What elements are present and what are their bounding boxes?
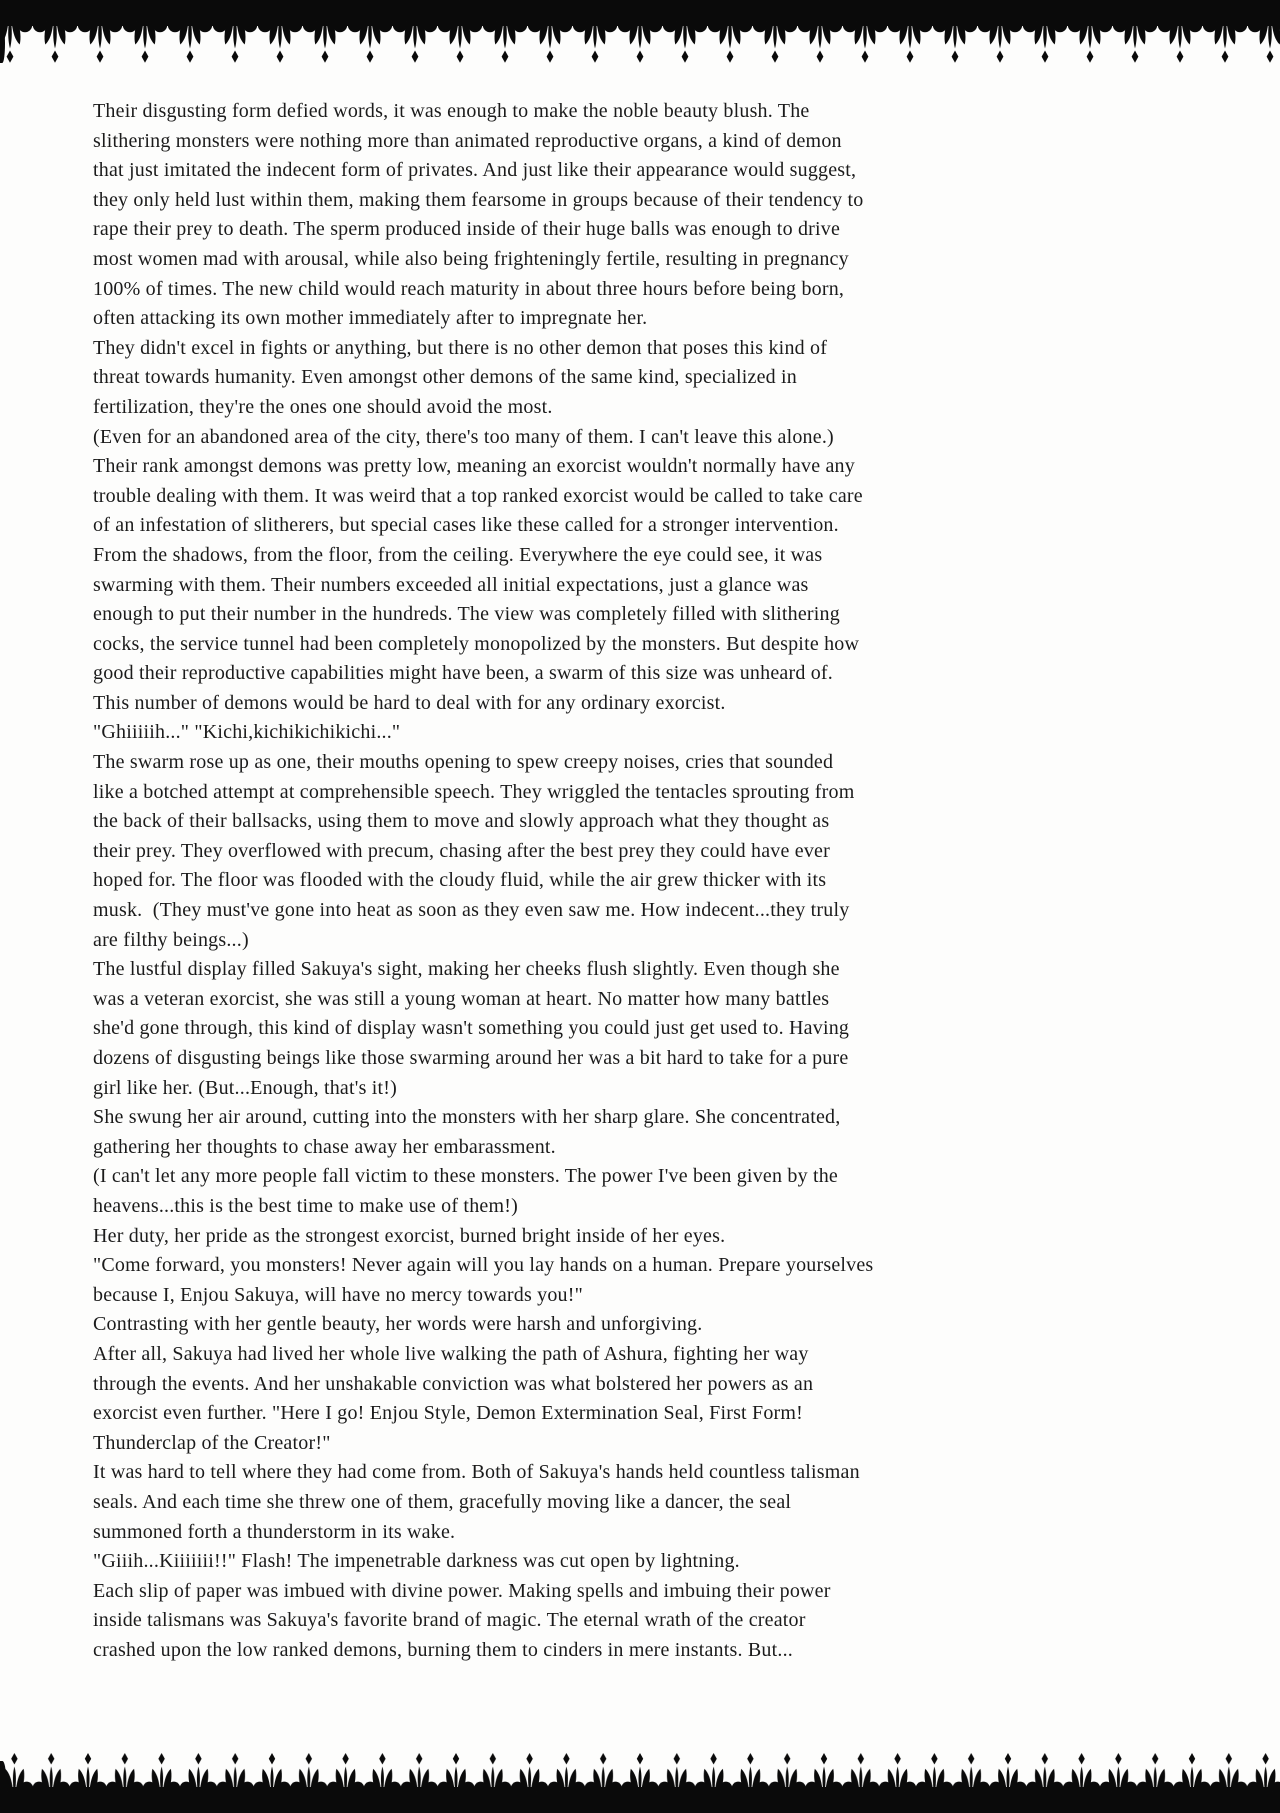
text-line: rape their prey to death. The sperm produced inside of their huge balls was enough to drive <box>93 218 841 241</box>
text-line: She swung her air around, cutting into the monsters with her sharp glare. She concentrated, <box>93 1106 841 1129</box>
text-line: 100% of times. The new child would reach maturity in about three hours before being born, <box>93 277 845 300</box>
text-line: of an infestation of slitherers, but special cases like these called for a stronger intervention. <box>93 514 839 537</box>
text-line: was a veteran exorcist, she was still a young woman at heart. No matter how many battles <box>93 987 830 1010</box>
decorative-border-bottom <box>0 1747 1280 1813</box>
text-line: are filthy beings...) <box>93 928 249 951</box>
text-line: Each slip of paper was imbued with divine power. Making spells and imbuing their power <box>93 1579 831 1602</box>
text-line: Their disgusting form defied words, it was enough to make the noble beauty blush. The <box>93 100 810 122</box>
text-line: Her duty, her pride as the strongest exorcist, burned bright inside of her eyes. <box>93 1224 726 1247</box>
text-line: (I can't let any more people fall victim to these monsters. The power I've been given by the <box>93 1165 839 1188</box>
text-line: Thunderclap of the Creator!" <box>93 1431 331 1454</box>
fleur-de-lis-border-icon <box>0 1747 1280 1813</box>
text-line: the back of their ballsacks, using them to move and slowly approach what they thought as <box>93 810 830 833</box>
text-line: gathering her thoughts to chase away her embarassment. <box>93 1135 556 1158</box>
text-line: that just imitated the indecent form of privates. And just like their appearance would suggest, <box>93 159 857 182</box>
text-line: seals. And each time she threw one of them, gracefully moving like a dancer, the seal <box>93 1490 792 1513</box>
text-line: They didn't excel in fights or anything, but there is no other demon that poses this kind of <box>93 336 828 359</box>
text-line: swarming with them. Their numbers exceeded all initial expectations, just a glance was <box>93 573 809 596</box>
text-line: they only held lust within them, making them fearsome in groups because of their tendency to <box>93 188 864 211</box>
text-line: The swarm rose up as one, their mouths opening to spew creepy noises, cries that sounded <box>93 751 834 774</box>
text-line: (Even for an abandoned area of the city, there's too many of them. I can't leave this alone.) <box>93 425 834 448</box>
text-line: This number of demons would be hard to deal with for any ordinary exorcist. <box>93 691 726 714</box>
text-line: through the events. And her unshakable conviction was what bolstered her powers as an <box>93 1372 814 1395</box>
text-line: "Ghiiiiih..." "Kichi,kichikichikichi..." <box>93 721 401 744</box>
text-line: It was hard to tell where they had come from. Both of Sakuya's hands held countless talisman <box>93 1461 860 1484</box>
fleur-de-lis-border-icon <box>0 0 1280 66</box>
text-line: crashed upon the low ranked demons, burning them to cinders in mere instants. But... <box>93 1638 793 1661</box>
page-text <box>93 97 1038 1665</box>
text-line: slithering monsters were nothing more than animated reproductive organs, a kind of demon <box>93 129 842 152</box>
text-line: because I, Enjou Sakuya, will have no mercy towards you!" <box>93 1283 583 1306</box>
text-line: "Come forward, you monsters! Never again will you lay hands on a human. Prepare yourselves <box>93 1254 874 1277</box>
text-line: enough to put their number in the hundreds. The view was completely filled with slithering <box>93 603 840 626</box>
text-line: inside talismans was Sakuya's favorite brand of magic. The eternal wrath of the creator <box>93 1609 806 1632</box>
text-line: dozens of disgusting beings like those swarming around her was a bit hard to take for a pure <box>93 1047 849 1069</box>
text-line: exorcist even further. "Here I go! Enjou Style, Demon Extermination Seal, First Form! <box>93 1402 804 1425</box>
text-line: fertilization, they're the ones one should avoid the most. <box>93 395 553 418</box>
text-line: musk. (They must've gone into heat as soon as they even saw me. How indecent...they truly <box>93 899 850 922</box>
text-line: trouble dealing with them. It was weird that a top ranked exorcist would be called to take care <box>93 484 863 507</box>
text-line: most women mad with arousal, while also being frighteningly fertile, resulting in pregnancy <box>93 247 849 270</box>
text-line: threat towards humanity. Even amongst other demons of the same kind, specialized in <box>93 366 798 389</box>
text-line: hoped for. The floor was flooded with the cloudy fluid, while the air grew thicker with its <box>93 869 827 892</box>
text-line: "Giiih...Kiiiiiii!!" Flash! The impenetrable darkness was cut open by lightning. <box>93 1550 740 1573</box>
decorative-border-top <box>0 0 1280 66</box>
text-line: After all, Sakuya had lived her whole live walking the path of Ashura, fighting her way <box>93 1342 809 1365</box>
text-line: girl like her. (But...Enough, that's it!) <box>93 1076 397 1099</box>
text-line: Contrasting with her gentle beauty, her words were harsh and unforgiving. <box>93 1313 703 1336</box>
text-line: The lustful display filled Sakuya's sight, making her cheeks flush slightly. Even though she <box>93 958 840 981</box>
text-line: summoned forth a thunderstorm in its wake. <box>93 1520 456 1543</box>
text-line: like a botched attempt at comprehensible speech. They wriggled the tentacles sprouting from <box>93 780 855 803</box>
text-line: cocks, the service tunnel had been completely monopolized by the monsters. But despite how <box>93 632 860 655</box>
text-line: heavens...this is the best time to make use of them!) <box>93 1194 518 1217</box>
text-line: often attacking its own mother immediately after to impregnate her. <box>93 307 648 330</box>
text-line: Their rank amongst demons was pretty low, meaning an exorcist wouldn't normally have any <box>93 455 855 478</box>
text-line: she'd gone through, this kind of display wasn't something you could just get used to. Having <box>93 1017 850 1040</box>
text-line: From the shadows, from the floor, from the ceiling. Everywhere the eye could see, it was <box>93 543 823 566</box>
text-line: their prey. They overflowed with precum, chasing after the best prey they could have ever <box>93 839 830 862</box>
text-line: good their reproductive capabilities might have been, a swarm of this size was unheard of. <box>93 662 833 685</box>
